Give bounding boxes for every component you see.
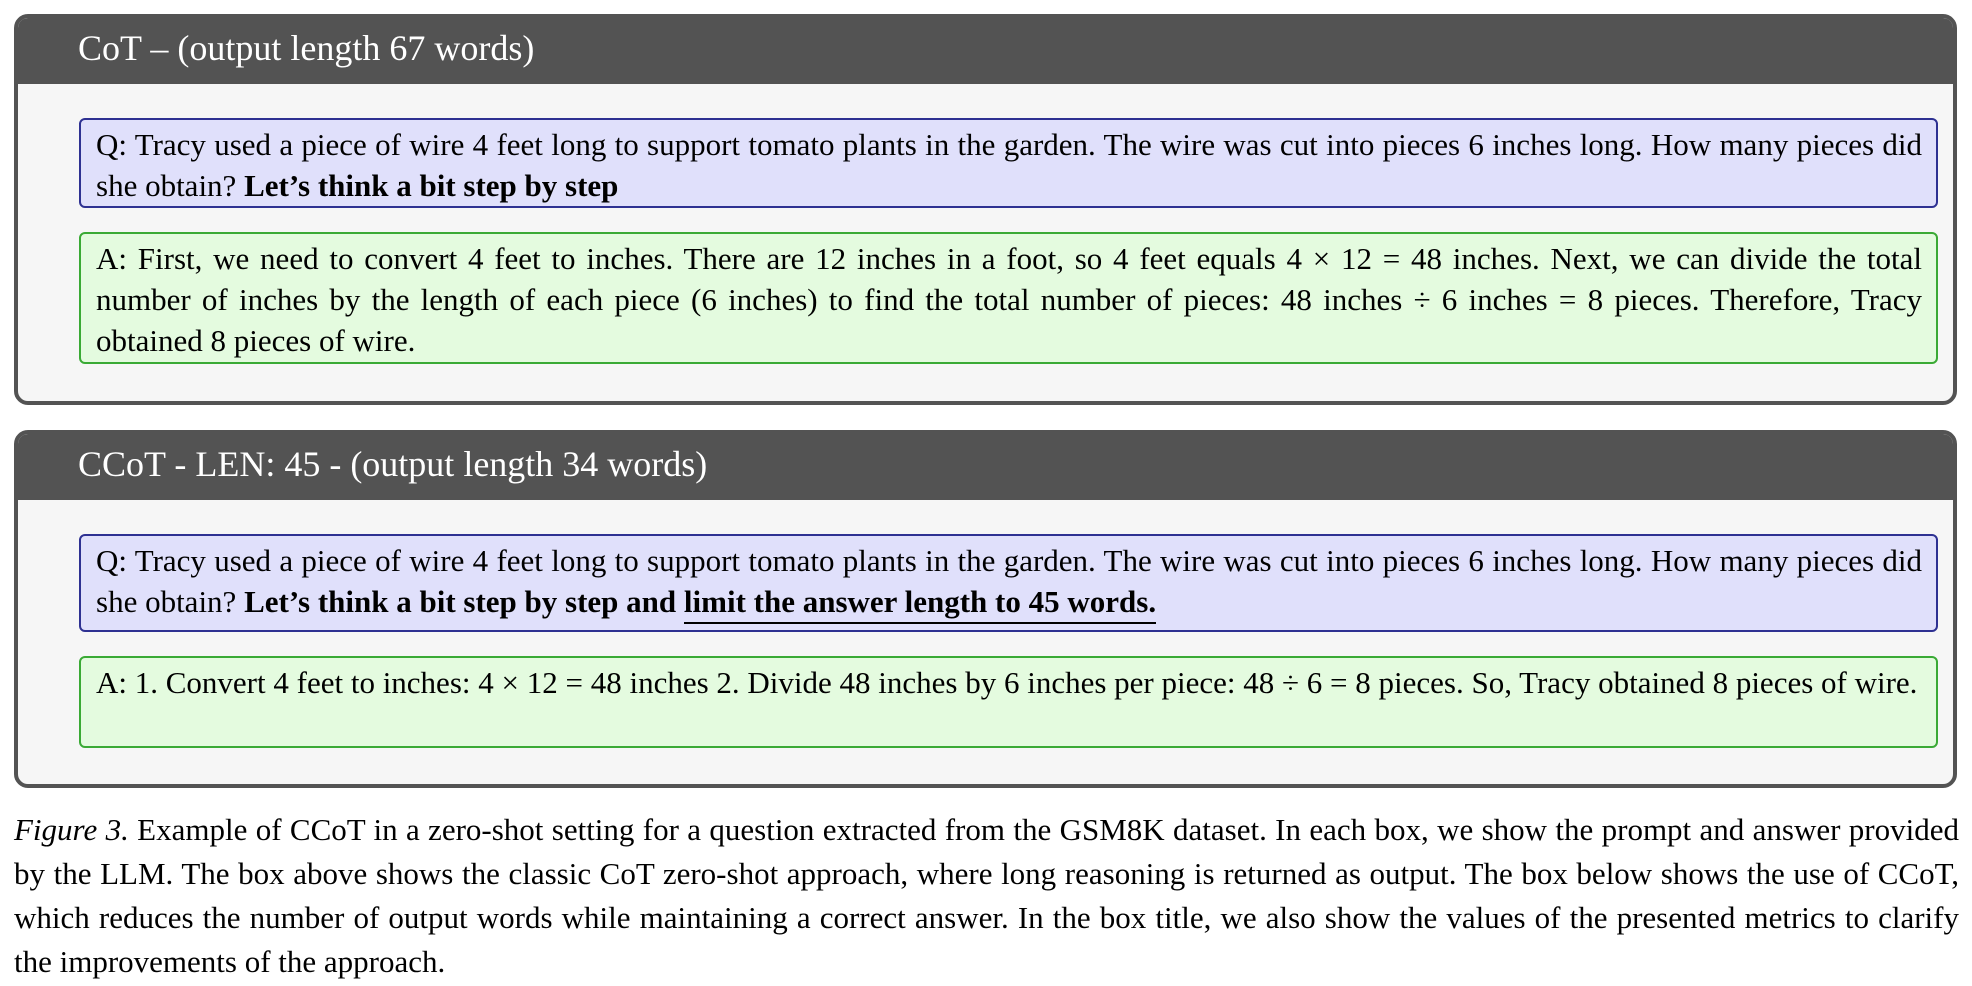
figure-caption bbox=[14, 808, 1959, 984]
cot-panel-title: CoT – (output length 67 words) bbox=[18, 18, 1953, 84]
ccot-question-text: Q: Tracy used a piece of wire 4 feet long to support tomato plants in the garden. The wire was cut into pieces 6 inches long. How many pieces did she obtain? bbox=[96, 543, 1922, 619]
ccot-prompt-length-limit: limit the answer length to 45 words. bbox=[684, 584, 1156, 624]
caption-text: Example of CCoT in a zero-shot setting for a question extracted from the GSM8K dataset. In each box, we show the prompt and answer provided by the LLM. The box above shows the classic CoT zero-shot approach, where long reasoning is returned as output. The box below shows the use of CCoT, which reduces the number of output words while maintaining a correct answer. In the box title, we also show the values of the presented metrics to clarify the improvements of the approach. bbox=[14, 812, 1959, 979]
cot-prompt-text: Let’s think a bit step by step bbox=[244, 168, 619, 203]
ccot-prompt-text bbox=[244, 584, 1156, 624]
cot-question-text: Q: Tracy used a piece of wire 4 feet long to support tomato plants in the garden. The wire was cut into pieces 6 inches long. How many pieces did she obtain? bbox=[96, 127, 1922, 203]
cot-question-box bbox=[79, 118, 1938, 208]
cot-answer-text: A: First, we need to convert 4 feet to inches. There are 12 inches in a foot, so 4 feet equals 4 × 12 = 48 inches. Next, we can divide the total number of inches by the length of each piece (6 inches) to find the total number of pieces: 48 inches ÷ 6 inches = 8 pieces. Therefore, Tracy obtained 8 pieces of wire. bbox=[96, 241, 1922, 358]
cot-panel bbox=[14, 14, 1957, 405]
cot-answer-box bbox=[79, 232, 1938, 364]
ccot-panel-title: CCoT - LEN: 45 - (output length 34 words) bbox=[18, 434, 1953, 500]
figure-label: Figure 3. bbox=[14, 812, 129, 847]
ccot-answer-text: A: 1. Convert 4 feet to inches: 4 × 12 = 48 inches 2. Divide 48 inches by 6 inches per piece: 48 ÷ 6 = 8 pieces. So, Tracy obtained 8 pieces of wire. bbox=[96, 665, 1918, 700]
ccot-answer-box bbox=[79, 656, 1938, 748]
ccot-question-box bbox=[79, 534, 1938, 632]
ccot-prompt-lead: Let’s think a bit step by step and bbox=[244, 584, 684, 619]
ccot-panel bbox=[14, 430, 1957, 788]
